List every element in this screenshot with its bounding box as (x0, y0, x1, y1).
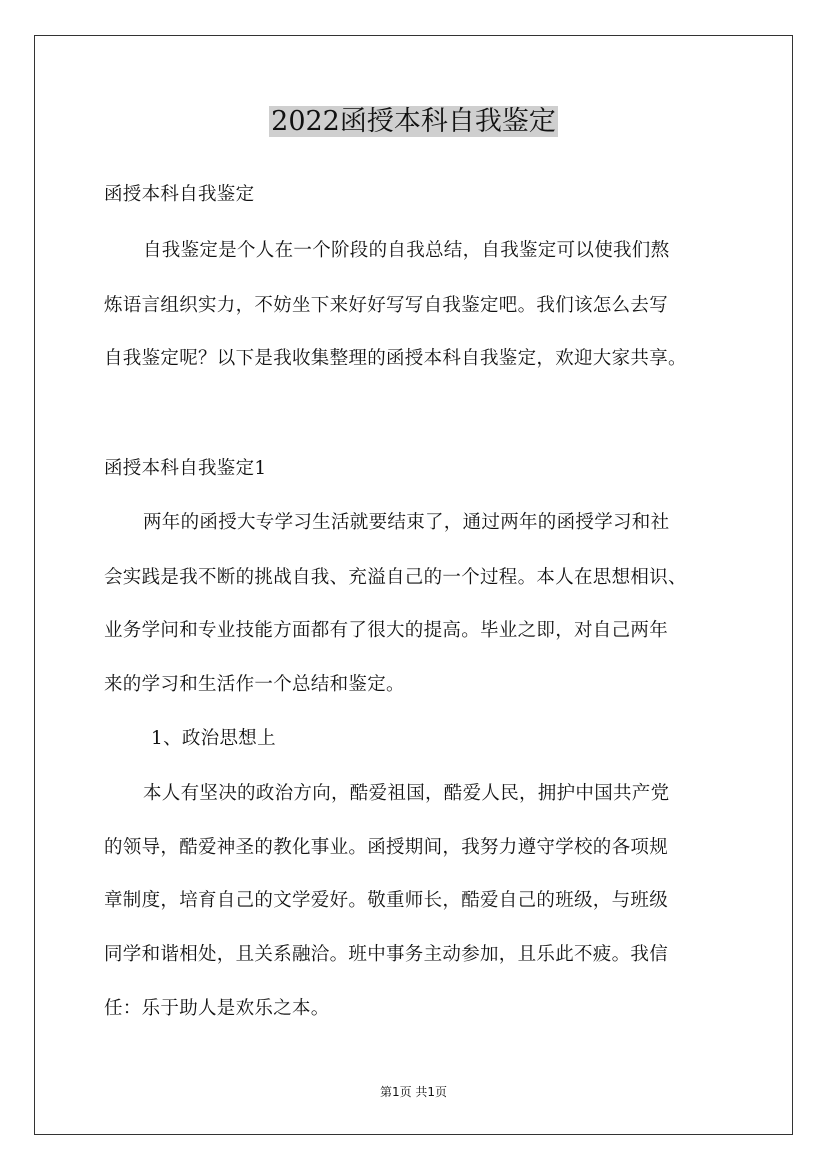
point1-line-1: 本人有坚决的政治方向，酷爱祖国，酷爱人民，拥护中国共产党 (143, 783, 670, 804)
point1-line-5: 任：乐于助人是欢乐之本。 (104, 998, 330, 1019)
page-footer: 第1页 共1页 (379, 1085, 448, 1099)
document-title (0, 102, 827, 142)
point-heading-1: 1、政治思想上 (151, 728, 276, 749)
section1-line-3: 业务学问和专业技能方面都有了很大的提高。毕业之即，对自己两年 (104, 620, 669, 641)
intro-line-3: 自我鉴定呢？以下是我收集整理的函授本科自我鉴定，欢迎大家共享。 (104, 348, 687, 369)
intro-line-1: 自我鉴定是个人在一个阶段的自我总结，自我鉴定可以使我们熬 (143, 240, 670, 261)
document-title-text: 2022函授本科自我鉴定 (271, 106, 556, 137)
document-subtitle: 函授本科自我鉴定 (104, 184, 255, 205)
point1-line-4: 同学和谐相处，且关系融洽。班中事务主动参加，且乐此不疲。我信 (104, 944, 669, 965)
section1-line-1: 两年的函授大专学习生活就要结束了，通过两年的函授学习和社 (143, 512, 670, 533)
section1-line-4: 来的学习和生活作一个总结和鉴定。 (104, 674, 405, 695)
point1-line-3: 章制度，培育自己的文学爱好。敬重师长，酷爱自己的班级，与班级 (104, 890, 669, 911)
section-heading-1: 函授本科自我鉴定1 (104, 458, 267, 479)
section1-line-2: 会实践是我不断的挑战自我、充溢自己的一个过程。本人在思想相识、 (104, 567, 687, 588)
point1-line-2: 的领导，酷爱神圣的教化事业。函授期间，我努力遵守学校的各项规 (104, 837, 669, 858)
intro-line-2: 炼语言组织实力，不妨坐下来好好写写自我鉴定吧。我们该怎么去写 (104, 295, 669, 316)
